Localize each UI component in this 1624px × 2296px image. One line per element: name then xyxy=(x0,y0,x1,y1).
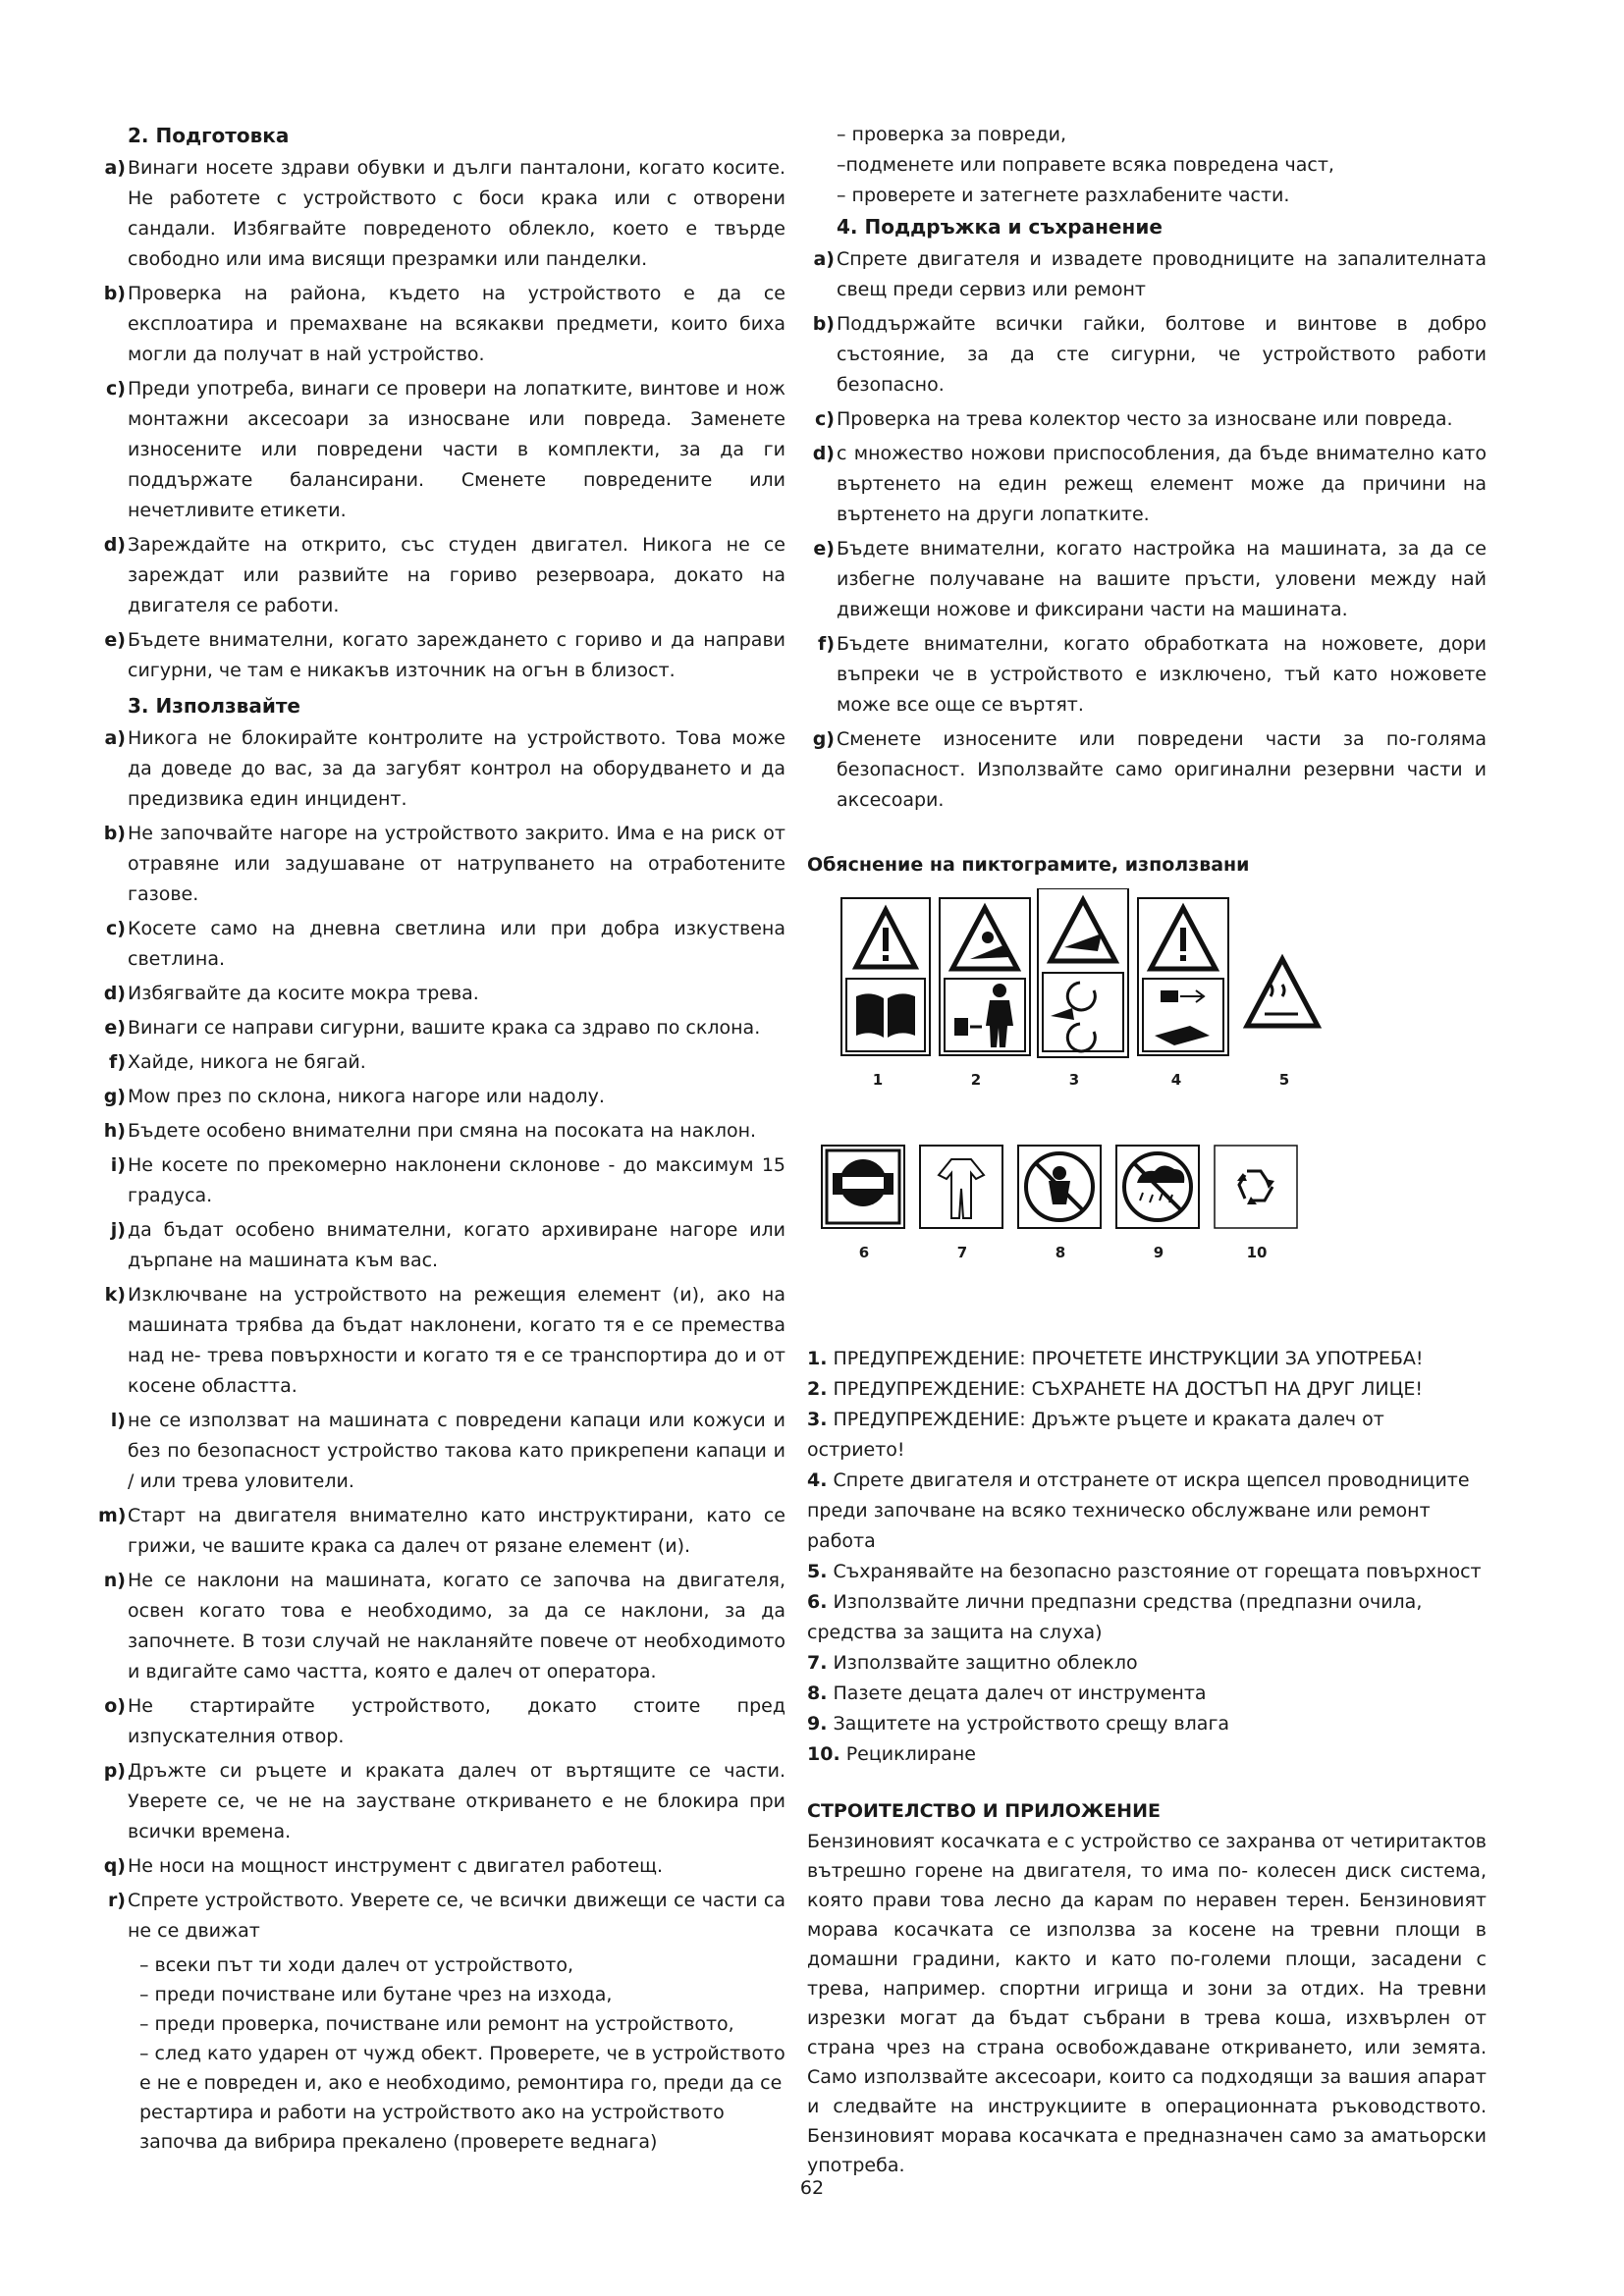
pictograms-graphic xyxy=(807,888,1487,1301)
pictogram-number: 9 xyxy=(1153,1244,1164,1261)
left-column xyxy=(98,120,785,2157)
pictogram-number: 10 xyxy=(1246,1244,1268,1261)
stop-device-cases xyxy=(98,1950,785,2157)
legend-number: 2. xyxy=(807,1378,828,1400)
stop-case-line: – преди почистване или бутане чрез на изхода, xyxy=(139,1984,613,2005)
legend-item xyxy=(807,1648,1487,1679)
item-text: Старт на двигателя внимателно като инструктирани, като се грижи, че вашите крака са далеч от рязане елемент (и). xyxy=(128,1505,785,1557)
item-text: Спрете двигателя и извадете проводниците на запалителната свещ преди сервиз или ремонт xyxy=(837,248,1487,300)
legend-text: ПРЕДУПРЕЖДЕНИЕ: СЪХРАНЕТЕ НА ДОСТЪП НА ДРУГ ЛИЦЕ! xyxy=(833,1378,1424,1400)
section-4-item xyxy=(807,534,1487,625)
item-text: Бъдете внимателни, когато обработката на ножовете, дори въпреки че в устройството е изключено, тъй като ножовете може все още се въртят. xyxy=(837,633,1487,716)
stop-case-line: – всеки път ти ходи далеч от устройството, xyxy=(139,1954,574,1976)
pictogram-number: 3 xyxy=(1068,1071,1080,1089)
pictogram-ppe-icon xyxy=(822,1146,904,1228)
item-text: не се използват на машината с повредени капаци или кожуси и без по безопасност устройство такова като прикрепени капаци и / или трева уловители. xyxy=(128,1410,785,1492)
item-text: Проверка на трева колектор често за износване или повреда. xyxy=(837,408,1453,430)
item-letter: e) xyxy=(104,1017,126,1039)
legend-number: 7. xyxy=(807,1652,828,1674)
item-letter: p) xyxy=(103,1760,126,1782)
section-4-item xyxy=(807,244,1487,305)
item-letter: o) xyxy=(104,1695,126,1717)
section-4-item xyxy=(807,724,1487,816)
pictograms-title: Обяснение на пиктограмите, използвани xyxy=(807,854,1250,876)
legend-item xyxy=(807,1405,1487,1466)
section-4-item xyxy=(807,404,1487,435)
section-3-item xyxy=(98,1886,785,1947)
item-text: Дръжте си ръцете и краката далеч от въртящите се части. Уверете се, че не на заустване откриването е не блокира при всички времена. xyxy=(128,1760,785,1842)
legend-item xyxy=(807,1344,1487,1374)
item-letter: b) xyxy=(103,283,126,304)
legend-number: 3. xyxy=(807,1409,828,1430)
pictogram-number: 1 xyxy=(872,1071,884,1089)
legend-text: Съхранявайте на безопасно разстояние от горещата повърхност xyxy=(833,1561,1482,1582)
item-text: Сменете износените или повредени части за по-голяма безопасност. Използвайте само оригинални резервни части и аксесоари. xyxy=(837,728,1487,811)
legend-item xyxy=(807,1374,1487,1405)
section-3-item xyxy=(98,819,785,910)
legend-text: Рециклиране xyxy=(845,1743,976,1765)
section-3-item xyxy=(98,914,785,975)
item-text: Хайде, никога не бягай. xyxy=(128,1051,366,1073)
section-2-list xyxy=(98,153,785,686)
legend-number: 5. xyxy=(807,1561,828,1582)
legend-item xyxy=(807,1679,1487,1709)
legend-item xyxy=(807,1557,1487,1587)
item-letter: e) xyxy=(104,629,126,651)
section-4-title: 4. Поддръжка и съхранение xyxy=(837,215,1163,239)
item-letter: f) xyxy=(818,633,835,655)
item-letter: a) xyxy=(813,248,835,270)
pictogram-number: 6 xyxy=(858,1244,870,1261)
legend-text: Използвайте лични предпазни средства (предпазни очила, средства за защита на слуха) xyxy=(807,1591,1423,1643)
item-text: Бъдете внимателни, когато настройка на машината, за да се избегне получаване на вашите пръсти, уловени между най движещи ножове и фиксирани части на машината. xyxy=(837,538,1487,620)
pictogram-legend xyxy=(807,1344,1487,1770)
item-letter: r) xyxy=(107,1890,126,1911)
section-2-item xyxy=(98,625,785,686)
legend-number: 10. xyxy=(807,1743,840,1765)
item-letter: a) xyxy=(104,157,126,179)
section-3-list xyxy=(98,723,785,1947)
legend-number: 6. xyxy=(807,1591,828,1613)
pictogram-number: 5 xyxy=(1278,1071,1290,1089)
item-letter: m) xyxy=(98,1505,127,1526)
item-letter: n) xyxy=(103,1570,126,1591)
section-3-item xyxy=(98,1082,785,1112)
item-text: Никога не блокирайте контролите на устройството. Това може да доведе до вас, за да загубят контрол на оборудването и да предизвика един инцидент. xyxy=(128,727,785,810)
pictogram-recycling-icon xyxy=(1215,1146,1297,1228)
legend-number: 1. xyxy=(807,1348,828,1369)
item-letter: i) xyxy=(110,1154,126,1176)
item-letter: g) xyxy=(812,728,835,750)
section-2-item xyxy=(98,374,785,526)
item-letter: g) xyxy=(103,1086,126,1107)
item-text: Косете само на дневна светлина или при добра изкуствена светлина. xyxy=(128,918,785,970)
legend-number: 9. xyxy=(807,1713,828,1735)
item-text: с множество ножови приспособления, да бъде внимателно като въртенето на един режещ елемент може да причини на въртенето на други лопатките. xyxy=(837,443,1487,525)
section-3-item xyxy=(98,1406,785,1497)
legend-text: Използвайте защитно облекло xyxy=(833,1652,1138,1674)
item-text: Винаги се направи сигурни, вашите крака са здраво по склона. xyxy=(128,1017,761,1039)
item-letter: f) xyxy=(109,1051,126,1073)
legend-text: Пазете децата далеч от инструмента xyxy=(833,1682,1207,1704)
item-letter: l) xyxy=(110,1410,126,1431)
item-text: Поддържайте всички гайки, болтове и винтове в добро състояние, за да сте сигурни, че устройството работи безопасно. xyxy=(837,313,1487,396)
item-letter: k) xyxy=(104,1284,126,1306)
pictograms-panel xyxy=(807,888,1487,1301)
item-text: Зареждайте на открито, със студен двигател. Никога не се зареждат или развийте на гориво резервоара, докато на двигателя се работи. xyxy=(128,534,785,616)
legend-item xyxy=(807,1709,1487,1739)
section-4-list xyxy=(807,244,1487,816)
section-3-item xyxy=(98,1566,785,1687)
inspection-line: – проверка за повреди, xyxy=(837,124,1067,145)
pictogram-number: 7 xyxy=(956,1244,968,1261)
section-3-item xyxy=(98,1215,785,1276)
pictogram-keep-bystanders-icon xyxy=(940,898,1030,1055)
inspection-line: – проверете и затегнете разхлабените части. xyxy=(837,185,1290,206)
item-text: Избягвайте да косите мокра трева. xyxy=(128,983,479,1004)
section-3-item xyxy=(98,1116,785,1147)
legend-item xyxy=(807,1739,1487,1770)
item-text: Изключване на устройството на режещия елемент (и), ако на машината трябва да бъдат наклонени, когато тя е се премества над не- трева повърхности и когато тя е се транспортира до и от косене областта. xyxy=(128,1284,785,1397)
section-3-item xyxy=(98,1047,785,1078)
item-text: Mow през по склона, никога нагоре или надолу. xyxy=(128,1086,605,1107)
item-text: Не стартирайте устройството, докато стоите пред изпускателния отвор. xyxy=(128,1695,785,1747)
item-text: Спрете устройството. Уверете се, че всички движещи се части са не се движат xyxy=(128,1890,785,1942)
item-text: Не носи на мощност инструмент с двигател работещ. xyxy=(128,1855,664,1877)
item-text: Преди употреба, винаги се провери на лопатките, винтове и нож монтажни аксесоари за износване или повреда. Заменете износените или повредени части в комплекти, за да ги поддържате балансирани. Сменете повредените или нечетливите етикети. xyxy=(128,378,785,521)
legend-number: 8. xyxy=(807,1682,828,1704)
pictogram-protect-from-rain-icon xyxy=(1116,1146,1199,1228)
item-text: Не се наклони на машината, когато се започва на двигателя, освен когато това е необходимо, за да се наклони, за да започнете. В този случай не накланяйте повече от необходимото и вдигайте само частта, която е далеч от оператора. xyxy=(128,1570,785,1682)
item-text: Не започвайте нагоре на устройството закрито. Има е на риск от отравяне или задушаване от натрупването на отработените газове. xyxy=(128,823,785,905)
pictogram-read-manual-icon xyxy=(841,898,930,1055)
pictogram-spark-plug-icon xyxy=(1138,898,1228,1055)
legend-item xyxy=(807,1466,1487,1557)
legend-text: Спрете двигателя и отстранете от искра щепсел проводниците преди започване на всяко техническо обслужване или ремонт работа xyxy=(807,1469,1470,1552)
item-letter: d) xyxy=(103,983,126,1004)
item-text: Винаги носете здрави обувки и дълги панталони, когато косите. Не работете с устройството с боси крака или с отворени сандали. Избягвайте повреденото облекло, което е твърде свободно или има висящи презрамки или панделки. xyxy=(128,157,785,270)
item-letter: a) xyxy=(104,727,126,749)
pictogram-hot-surface-icon xyxy=(1247,959,1318,1026)
right-column xyxy=(807,120,1487,2180)
pictogram-protective-clothing-icon xyxy=(920,1146,1002,1228)
item-letter: c) xyxy=(815,408,835,430)
item-text: Не косете по прекомерно наклонени склонове - до максимум 15 градуса. xyxy=(128,1154,785,1206)
item-letter: b) xyxy=(103,823,126,844)
item-letter: j) xyxy=(110,1219,126,1241)
legend-item xyxy=(807,1587,1487,1648)
item-text: Бъдете внимателни, когато зареждането с гориво и да направи сигурни, че там е никакъв източник на огън в близост. xyxy=(128,629,785,681)
section-2-item xyxy=(98,279,785,370)
section-4-item xyxy=(807,309,1487,400)
section-3-item xyxy=(98,1150,785,1211)
item-letter: c) xyxy=(106,378,126,400)
section-2-title: 2. Подготовка xyxy=(128,124,290,147)
section-3-item xyxy=(98,1851,785,1882)
pictogram-number: 2 xyxy=(970,1071,982,1089)
section-2-item xyxy=(98,153,785,275)
construction-title: СТРОИТЕЛСТВО И ПРИЛОЖЕНИЕ xyxy=(807,1800,1161,1822)
section-4-item xyxy=(807,439,1487,530)
item-letter: b) xyxy=(812,313,835,335)
section-2-item xyxy=(98,530,785,621)
pictogram-number: 8 xyxy=(1055,1244,1066,1261)
section-3-item xyxy=(98,1280,785,1402)
item-text: да бъдат особено внимателни, когато архивиране нагоре или дърпане на машината към вас. xyxy=(128,1219,785,1271)
item-text: Бъдете особено внимателни при смяна на посоката на наклон. xyxy=(128,1120,757,1142)
item-letter: e) xyxy=(813,538,835,560)
section-3-item xyxy=(98,1013,785,1043)
stop-case-line: – след като ударен от чужд обект. Проверете, че в устройството е не е повреден и, ако е необходимо, ремонтира го, преди да се рестартира и работи на устройството ако на устройството започва да вибрира прекалено (проверете веднага) xyxy=(139,2043,785,2153)
page-number: 62 xyxy=(799,2177,825,2199)
construction-text: Бензиновият косачката е с устройство се захранва от четиритактов вътрешно горене на двигателя, то има по- колесен диск система, която прави това лесно да карам по неравен терен. Бензиновият морава косачката се използва за косене на тревни площи в домашни градини, както и като по-големи площи, засадени с трева, например. спортни игрища и зони за отдих. На тревни изрезки могат да бъдат събрани в трева коша, изхвърлен от страна чрез на страна освобождаване откриването, или земята. Само използвайте аксесоари, които са подходящи за вашия апарат и следвайте на инструкциите в операционната ръководството. Бензиновият морава косачката е предназначен само за аматьорски употреба. xyxy=(807,1831,1487,2176)
legend-number: 4. xyxy=(807,1469,828,1491)
legend-text: ПРЕДУПРЕЖДЕНИЕ: Дръжте ръцете и краката далеч от острието! xyxy=(807,1409,1384,1461)
item-letter: q) xyxy=(103,1855,126,1877)
section-3-item xyxy=(98,723,785,815)
legend-text: Защитете на устройството срещу влага xyxy=(833,1713,1230,1735)
section-3-item xyxy=(98,1501,785,1562)
legend-text: ПРЕДУПРЕЖДЕНИЕ: ПРОЧЕТЕТЕ ИНСТРУКЦИИ ЗА УПОТРЕБА! xyxy=(833,1348,1424,1369)
section-3-title: 3. Използвайте xyxy=(128,694,300,718)
section-3-item xyxy=(98,1756,785,1847)
item-letter: c) xyxy=(106,918,126,939)
pictogram-number: 4 xyxy=(1170,1071,1182,1089)
pictogram-keep-children-away-icon xyxy=(1018,1146,1101,1228)
item-letter: d) xyxy=(103,534,126,556)
item-letter: h) xyxy=(103,1120,126,1142)
section-3-item xyxy=(98,1691,785,1752)
item-text: Проверка на района, където на устройството е да се експлоатира и премахване на всякакви предмети, които биха могли да получат в най устройство. xyxy=(128,283,785,365)
inspection-line: –подменете или поправете всяка повредена част, xyxy=(837,154,1334,176)
pictogram-blade-hazard-icon xyxy=(1038,888,1128,1057)
inspection-steps xyxy=(807,120,1487,211)
section-3-item xyxy=(98,979,785,1009)
section-4-item xyxy=(807,629,1487,721)
stop-case-line: – преди проверка, почистване или ремонт на устройството, xyxy=(139,2013,734,2035)
item-letter: d) xyxy=(812,443,835,464)
